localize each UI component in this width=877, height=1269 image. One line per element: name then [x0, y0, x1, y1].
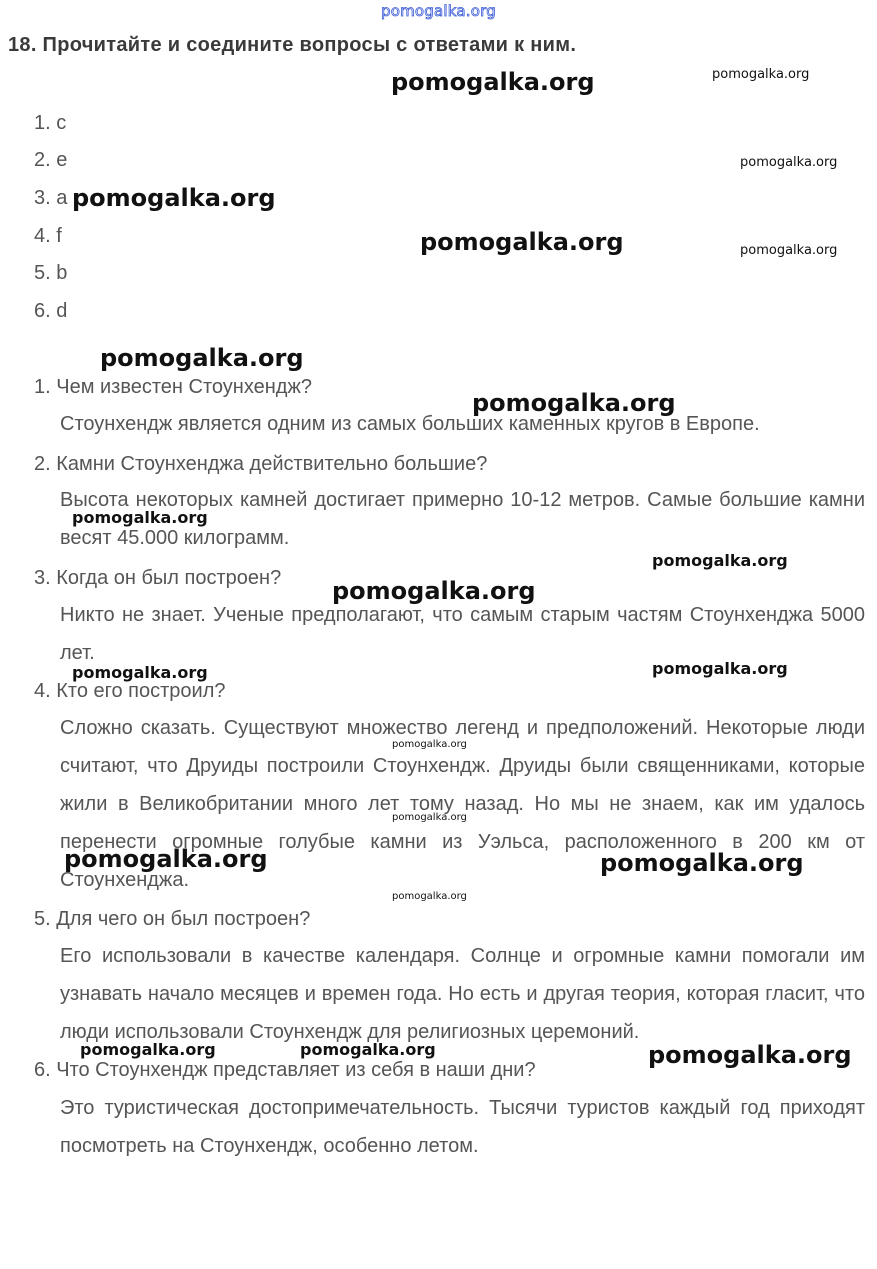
question-5: 5. Для чего он был построен?: [34, 908, 311, 930]
answer-item: 3. a: [34, 187, 68, 209]
watermark: pomogalka.org: [392, 812, 467, 823]
watermark: pomogalka.org: [420, 228, 624, 256]
watermark: pomogalka.org: [391, 68, 595, 96]
watermark: pomogalka.org: [740, 155, 838, 170]
watermark: pomogalka.org: [740, 243, 838, 258]
question-4: 4. Кто его построил?: [34, 680, 226, 702]
answer-text-5: Его использовали в качестве календаря. Солнце и огромные камни помогали им узнавать начало месяцев и времен года. Но есть и другая теория, которая гласит, что люди использовали Стоунхендж для религиозных церемоний.: [60, 945, 865, 1043]
watermark: pomogalka.org: [332, 577, 536, 605]
answer-item: 1. c: [34, 112, 67, 134]
watermark: pomogalka.org: [472, 389, 676, 417]
answer-item: 5. b: [34, 262, 68, 284]
question-3: 3. Когда он был построен?: [34, 567, 282, 589]
watermark: pomogalka.org: [652, 551, 788, 570]
site-link[interactable]: pomogalka.org: [381, 2, 496, 20]
watermark: pomogalka.org: [64, 845, 268, 873]
watermark: pomogalka.org: [600, 849, 804, 877]
watermark: pomogalka.org: [652, 659, 788, 678]
watermark: pomogalka.org: [300, 1040, 436, 1059]
watermark: pomogalka.org: [100, 344, 304, 372]
watermark: pomogalka.org: [712, 67, 810, 82]
answer-text-3: Никто не знает. Ученые предполагают, что самым старым частям Стоунхенджа 5000 лет.: [60, 604, 865, 664]
answer-item: 6. d: [34, 300, 68, 322]
watermark: pomogalka.org: [392, 739, 467, 750]
answer-text-1: Стоунхендж является одним из самых больших каменных кругов в Европе.: [60, 413, 760, 435]
watermark: pomogalka.org: [72, 508, 208, 527]
watermark: pomogalka.org: [72, 184, 276, 212]
watermark: pomogalka.org: [72, 663, 208, 682]
answer-item: 4. f: [34, 225, 62, 247]
answer-item: 2. e: [34, 149, 68, 171]
question-6: 6. Что Стоунхендж представляет из себя в наши дни?: [34, 1059, 536, 1081]
question-2: 2. Камни Стоунхенджа действительно большие?: [34, 453, 488, 475]
answer-text-6: Это туристическая достопримечательность. Тысячи туристов каждый год приходят посмотреть на Стоунхендж, особенно летом.: [60, 1097, 865, 1157]
question-1: 1. Чем известен Стоунхендж?: [34, 376, 312, 398]
answer-text-4: Сложно сказать. Существуют множество легенд и предположений. Некоторые люди считают, что Друиды построили Стоунхендж. Друиды были священниками, которые жили в Великобритании много лет тому назад. Но мы не знаем, как им удалось перенести огромные голубые камни из Уэльса, расположенного в 200 км от Стоунхенджа.: [60, 717, 865, 891]
watermark: pomogalka.org: [392, 891, 467, 902]
watermark: pomogalka.org: [80, 1040, 216, 1059]
watermark: pomogalka.org: [648, 1041, 852, 1069]
exercise-title: 18. Прочитайте и соедините вопросы с ответами к ним.: [8, 34, 577, 56]
answer-text-2: Высота некоторых камней достигает примерно 10-12 метров. Самые большие камни весят 45.000 килограмм.: [60, 489, 865, 549]
